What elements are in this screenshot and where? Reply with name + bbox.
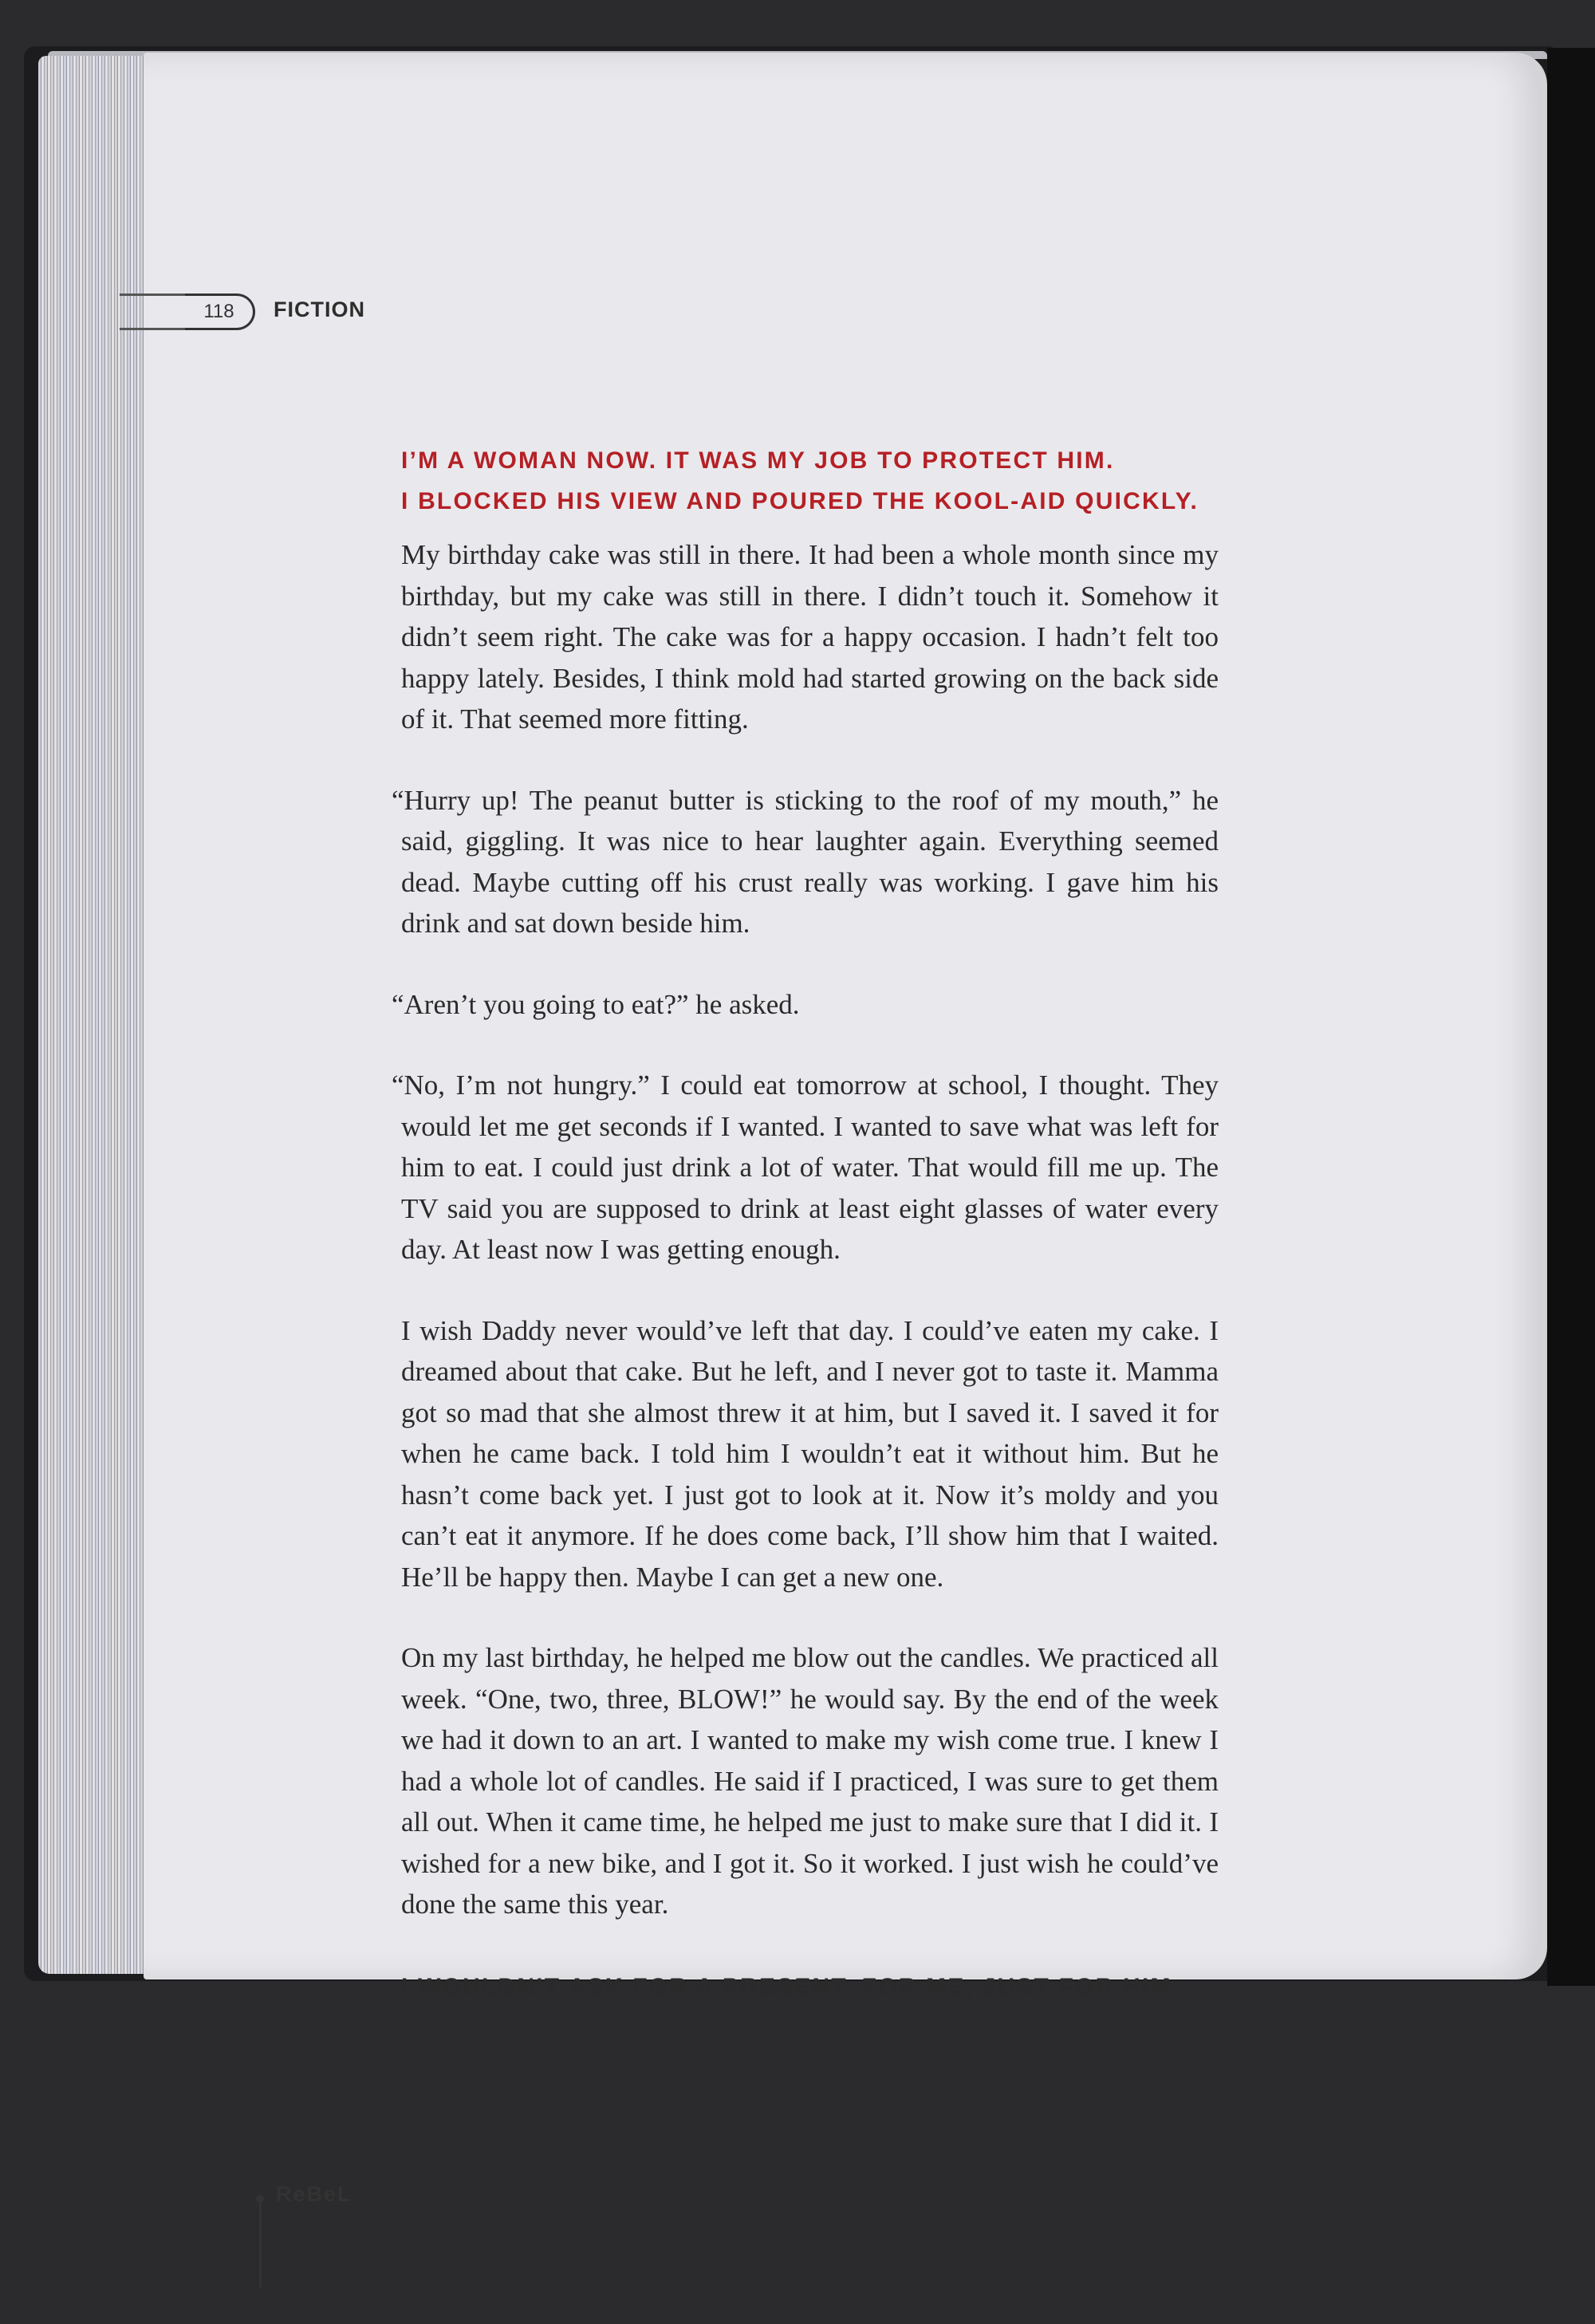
page-edges (38, 56, 158, 1974)
page-number: 118 (185, 293, 255, 330)
book-cover-edge (1547, 48, 1595, 1986)
article-body (392, 440, 1219, 2007)
footer-book-title: ReBeL (276, 2182, 352, 2206)
page-number-tab-line (120, 293, 187, 330)
section-label: FICTION (274, 297, 365, 321)
paragraph: “Hurry up! The peanut butter is sticking to the roof of my mouth,” he said, giggling. It was nice to hear laughter again. Everything seemed dead. Maybe cutting off his crust really was working. I gave him his drink and sat down beside him. (392, 784, 1219, 939)
paragraph: My birthday cake was still in there. It had been a whole month since my birthday, but my cake was still in there. I didn’t touch it. Somehow it didn’t seem right. The cake was for a happy occasion. I hadn’t felt too happy lately. Besides, I think mold had started growing on the back side of it. That seemed more fitting. (401, 539, 1219, 735)
pullquote-top-line-1: I’M A WOMAN NOW. IT WAS MY JOB TO PROTECT HIM. (401, 447, 1115, 474)
pullquote-bottom: I WOULDN’T ASK FOR A PRESENT, FOR ME, JUST FOR HIM. (401, 1973, 1181, 2000)
footer-rule (259, 2200, 262, 2287)
pullquote-top (401, 440, 1219, 522)
paragraph: I wish Daddy never would’ve left that day. I could’ve eaten my cake. I dreamed about that cake. But he left, and I never got to taste it. Mamma got so mad that she almost threw it at him, but I saved it. I saved it for when he came back. I told him I wouldn’t eat it without him. But he hasn’t come back yet. I just got to look at it. Now it’s moldy and you can’t eat it anymore. If he does come back, I’ll show him that I waited. He’ll be happy then. Maybe I can get a new one. (401, 1314, 1219, 1593)
pullquote-top-line-2: I BLOCKED HIS VIEW AND POURED THE KOOL-AID QUICKLY. (401, 488, 1199, 514)
paragraph: “No, I’m not hungry.” I could eat tomorrow at school, I thought. They would let me get seconds if I wanted. I wanted to save what was left for him to eat. I could just drink a lot of water. That would fill me up. The TV said you are supposed to drink at least eight glasses of water every day. At least now I was getting enough. (392, 1069, 1219, 1265)
paragraph: On my last birthday, he helped me blow out the candles. We practiced all week. “One, two, three, BLOW!” he would say. By the end of the week we had it down to an art. I wanted to make my wish come true. I knew I had a whole lot of candles. He said if I practiced, I was sure to get them all out. When it came time, he helped me just to make sure that I did it. I wished for a new bike, and I got it. So it worked. I just wish he could’ve done the same this year. (401, 1642, 1219, 1920)
paragraph: “Aren’t you going to eat?” he asked. (392, 988, 800, 1020)
pullquote-top-text (401, 440, 1219, 522)
